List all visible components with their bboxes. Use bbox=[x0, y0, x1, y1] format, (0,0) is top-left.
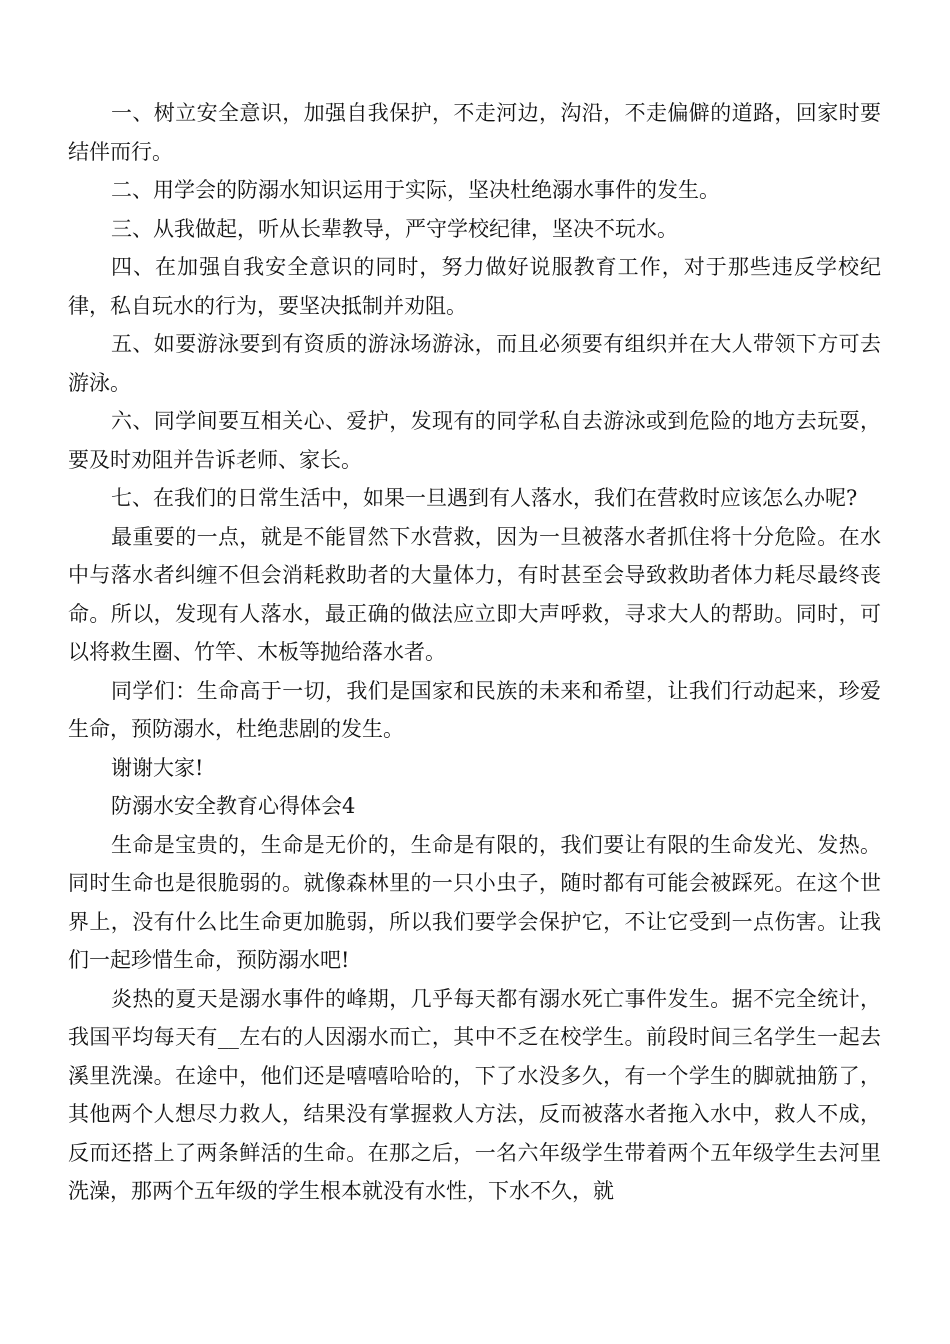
paragraph: 三、从我做起，听从长辈教导，严守学校纪律，坚决不玩水。 bbox=[111, 216, 678, 241]
paragraph: 二、用学会的防溺水知识运用于实际，坚决杜绝溺水事件的发生。 bbox=[111, 178, 720, 202]
paragraph: 一、树立安全意识，加强自我保护，不走河边，沟沿，不走偏僻的道路，回家时要结伴而行。 bbox=[68, 101, 881, 164]
paragraph: 六、同学间要互相关心、爱护，发现有的同学私自去游泳或到危险的地方去玩耍，要及时劝阻并告诉老师、家长。 bbox=[68, 409, 881, 472]
paragraph: 同学们：生命高于一切，我们是国家和民族的未来和希望，让我们行动起来，珍爱生命，预防溺水，杜绝悲剧的发生。 bbox=[68, 678, 881, 741]
paragraph: 五、如要游泳要到有资质的游泳场游泳，而且必须要有组织并在大人带领下方可去游泳。 bbox=[68, 332, 881, 395]
paragraph: 七、在我们的日常生活中，如果一旦遇到有人落水，我们在营救时应该怎么办呢? bbox=[111, 486, 858, 510]
paragraph: 生命是宝贵的，生命是无价的，生命是有限的，我们要让有限的生命发光、发热。同时生命也是很脆弱的。就像森林里的一只小虫子，随时都有可能会被踩死。在这个世界上，没有什么比生命更加脆弱，所以我们要学会保护它，不让它受到一点伤害。让我们一起珍惜生命，预防溺水吧! bbox=[68, 832, 881, 972]
paragraph: 最重要的一点，就是不能冒然下水营救，因为一旦被落水者抓住将十分危险。在水中与落水者纠缠不但会消耗救助者的大量体力，有时甚至会导致救助者体力耗尽最终丧命。所以，发现有人落水，最正确的做法应立即大声呼救，寻求大人的帮助。同时，可以将救生圈、竹竿、木板等抛给落水者。 bbox=[68, 524, 881, 664]
document-body bbox=[68, 94, 881, 1211]
closing-line: 谢谢大家! bbox=[111, 755, 204, 780]
section-heading: 防溺水安全教育心得体会4 bbox=[111, 794, 356, 818]
paragraph: 炎热的夏天是溺水事件的峰期，几乎每天都有溺水死亡事件发生。据不完全统计，我国平均每天有__左右的人因溺水而亡，其中不乏在校学生。前段时间三名学生一起去溪里洗澡。在途中，他们还是嘻嘻哈哈的，下了水没多久，有一个学生的脚就抽筋了，其他两个人想尽力救人，结果没有掌握救人方法，反而被落水者拖入水中，救人不成，反而还搭上了两条鲜活的生命。在那之后，一名六年级学生带着两个五年级学生去河里洗澡，那两个五年级的学生根本就没有水性，下水不久，就 bbox=[68, 986, 881, 1203]
paragraph: 四、在加强自我安全意识的同时，努力做好说服教育工作，对于那些违反学校纪律，私自玩水的行为，要坚决抵制并劝阻。 bbox=[68, 255, 881, 318]
